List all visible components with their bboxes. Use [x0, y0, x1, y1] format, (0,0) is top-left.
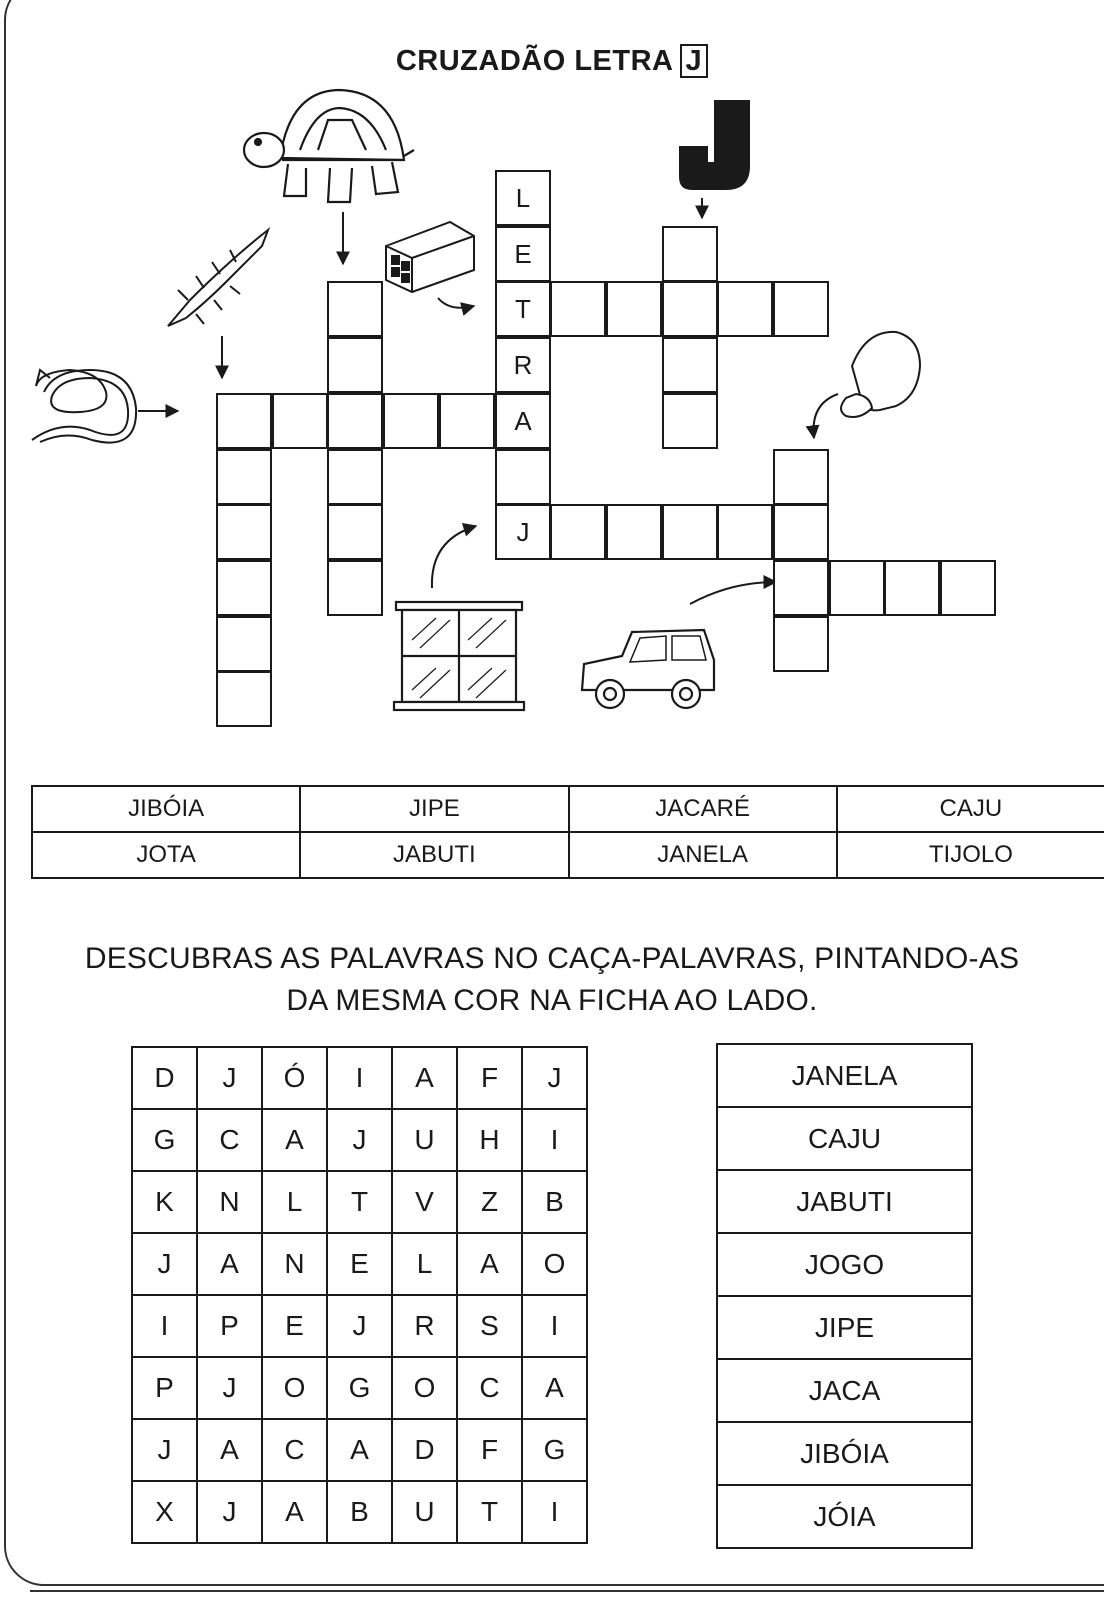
- crossword-cell[interactable]: E: [495, 226, 551, 282]
- crossword-cell[interactable]: [717, 281, 773, 337]
- word-search-letter[interactable]: A: [392, 1047, 457, 1109]
- crossword-cell[interactable]: [662, 504, 718, 560]
- word-search-letter[interactable]: A: [457, 1233, 522, 1295]
- word-search-letter[interactable]: J: [197, 1357, 262, 1419]
- word-list-row: [717, 1107, 972, 1170]
- window-icon: [394, 602, 524, 710]
- crossword-cell[interactable]: [327, 281, 383, 337]
- word-list-row: [717, 1170, 972, 1233]
- word-search-row: [132, 1295, 587, 1357]
- word-search-letter[interactable]: F: [457, 1419, 522, 1481]
- word-search-letter[interactable]: H: [457, 1109, 522, 1171]
- word-search-letter[interactable]: I: [522, 1109, 587, 1171]
- word-search-letter[interactable]: I: [522, 1295, 587, 1357]
- word-bank-cell: JOTA: [32, 832, 300, 878]
- crossword-cell[interactable]: [773, 449, 829, 505]
- word-search-letter[interactable]: U: [392, 1109, 457, 1171]
- word-bank-cell: JIPE: [300, 786, 568, 832]
- bottom-border: [30, 1590, 1104, 1592]
- word-search-letter[interactable]: E: [262, 1295, 327, 1357]
- word-search-letter[interactable]: C: [457, 1357, 522, 1419]
- word-search-letter[interactable]: O: [392, 1357, 457, 1419]
- word-search-letter[interactable]: A: [197, 1233, 262, 1295]
- turtle-icon: [244, 90, 414, 202]
- crossword-cell[interactable]: T: [495, 281, 551, 337]
- crossword-cell[interactable]: [272, 393, 328, 449]
- crossword-cell[interactable]: [327, 337, 383, 393]
- crossword-cell[interactable]: [216, 393, 272, 449]
- word-bank-cell: JACARÉ: [569, 786, 837, 832]
- crossword-cell[interactable]: [216, 504, 272, 560]
- brick-icon: [386, 222, 474, 292]
- word-search-letter[interactable]: B: [327, 1481, 392, 1543]
- word-list-row: [717, 1233, 972, 1296]
- word-search-word-list: [716, 1043, 973, 1549]
- word-search-row: [132, 1109, 587, 1171]
- word-bank-row: [32, 786, 1104, 832]
- word-list-item[interactable]: JÓIA: [717, 1485, 972, 1548]
- word-search-letter[interactable]: T: [457, 1481, 522, 1543]
- word-search-letter[interactable]: L: [262, 1171, 327, 1233]
- word-search-letter[interactable]: N: [262, 1233, 327, 1295]
- word-bank-table: [31, 785, 1104, 879]
- word-search-row: [132, 1357, 587, 1419]
- crossword-cell[interactable]: [439, 393, 495, 449]
- crossword-cell[interactable]: [216, 616, 272, 672]
- word-list-row: [717, 1485, 972, 1548]
- crossword-cell[interactable]: [216, 560, 272, 616]
- word-search-letter[interactable]: X: [132, 1481, 197, 1543]
- word-search-letter[interactable]: V: [392, 1171, 457, 1233]
- word-search-letter[interactable]: T: [327, 1171, 392, 1233]
- word-search-letter[interactable]: J: [522, 1047, 587, 1109]
- word-search-letter[interactable]: E: [327, 1233, 392, 1295]
- alligator-icon: [168, 230, 268, 326]
- word-search-letter[interactable]: A: [262, 1481, 327, 1543]
- crossword-cell[interactable]: [216, 671, 272, 727]
- crossword-cell[interactable]: [662, 281, 718, 337]
- word-list-item[interactable]: JIBÓIA: [717, 1422, 972, 1485]
- crossword-cell[interactable]: L: [495, 170, 551, 226]
- title-letter-box: J: [680, 44, 709, 78]
- word-search-letter[interactable]: I: [132, 1295, 197, 1357]
- crossword-cell[interactable]: [717, 504, 773, 560]
- word-bank-cell: JIBÓIA: [32, 786, 300, 832]
- letter-j-icon: [679, 100, 750, 190]
- word-list-item[interactable]: JABUTI: [717, 1170, 972, 1233]
- word-search-letter[interactable]: N: [197, 1171, 262, 1233]
- word-search-letter[interactable]: G: [132, 1109, 197, 1171]
- word-bank-cell: JABUTI: [300, 832, 568, 878]
- word-search-letter[interactable]: K: [132, 1171, 197, 1233]
- word-search-letter[interactable]: P: [132, 1357, 197, 1419]
- crossword-cell[interactable]: [829, 560, 885, 616]
- snake-icon: [32, 370, 136, 443]
- word-search-letter[interactable]: J: [132, 1419, 197, 1481]
- crossword-cell[interactable]: A: [495, 393, 551, 449]
- crossword-cell[interactable]: [773, 560, 829, 616]
- crossword-cell[interactable]: R: [495, 337, 551, 393]
- word-search-letter[interactable]: Ó: [262, 1047, 327, 1109]
- title-text: CRUZADÃO LETRA: [395, 45, 674, 77]
- word-search-letter[interactable]: G: [327, 1357, 392, 1419]
- word-bank-cell: JANELA: [569, 832, 837, 878]
- crossword-cell[interactable]: [773, 616, 829, 672]
- word-list-row: [717, 1296, 972, 1359]
- word-search-letter[interactable]: L: [392, 1233, 457, 1295]
- word-search-letter[interactable]: I: [522, 1481, 587, 1543]
- crossword-cell[interactable]: [550, 281, 606, 337]
- crossword-cell[interactable]: [606, 281, 662, 337]
- jeep-icon: [582, 630, 714, 708]
- word-list-item[interactable]: JACA: [717, 1359, 972, 1422]
- crossword-cell[interactable]: [662, 337, 718, 393]
- word-search-row: [132, 1171, 587, 1233]
- word-bank-row: [32, 832, 1104, 878]
- word-search-letter[interactable]: J: [327, 1109, 392, 1171]
- crossword-cell[interactable]: [550, 504, 606, 560]
- crossword-cell[interactable]: [662, 393, 718, 449]
- word-search-row: [132, 1481, 587, 1543]
- word-search-letter[interactable]: I: [327, 1047, 392, 1109]
- crossword-cell[interactable]: [383, 393, 439, 449]
- word-search-letter[interactable]: S: [457, 1295, 522, 1357]
- word-list-item[interactable]: JOGO: [717, 1233, 972, 1296]
- word-search-letter[interactable]: C: [197, 1109, 262, 1171]
- crossword-cell[interactable]: [884, 560, 940, 616]
- word-search-letter[interactable]: P: [197, 1295, 262, 1357]
- crossword-cell[interactable]: [327, 560, 383, 616]
- word-bank-cell: CAJU: [837, 786, 1104, 832]
- word-search-letter[interactable]: F: [457, 1047, 522, 1109]
- word-search-letter[interactable]: Z: [457, 1171, 522, 1233]
- word-list-row: [717, 1422, 972, 1485]
- word-search-letter[interactable]: J: [327, 1295, 392, 1357]
- word-search-letter[interactable]: A: [197, 1419, 262, 1481]
- instruction-text: [0, 938, 1104, 1022]
- crossword-cell[interactable]: [662, 226, 718, 282]
- word-search-row: [132, 1419, 587, 1481]
- word-search-grid: [131, 1046, 588, 1544]
- word-search-letter[interactable]: A: [262, 1109, 327, 1171]
- crossword-cell[interactable]: [327, 393, 383, 449]
- word-list-row: [717, 1044, 972, 1107]
- crossword-cell[interactable]: [940, 560, 996, 616]
- word-search-letter[interactable]: R: [392, 1295, 457, 1357]
- word-search-letter[interactable]: O: [262, 1357, 327, 1419]
- crossword-cell[interactable]: [327, 504, 383, 560]
- cashew-icon: [841, 332, 920, 417]
- word-search-letter[interactable]: O: [522, 1233, 587, 1295]
- instruction-line-1: DESCUBRAS AS PALAVRAS NO CAÇA-PALAVRAS, PINTANDO-AS: [84, 942, 1020, 975]
- crossword-cell[interactable]: [216, 449, 272, 505]
- word-search-row: [132, 1233, 587, 1295]
- word-list-row: [717, 1359, 972, 1422]
- word-search-letter[interactable]: J: [197, 1481, 262, 1543]
- crossword-cell[interactable]: [773, 504, 829, 560]
- word-search-letter[interactable]: D: [132, 1047, 197, 1109]
- word-search-letter[interactable]: B: [522, 1171, 587, 1233]
- word-search-letter[interactable]: A: [522, 1357, 587, 1419]
- crossword-cell[interactable]: [773, 281, 829, 337]
- word-search-letter[interactable]: C: [262, 1419, 327, 1481]
- crossword-cell[interactable]: [606, 504, 662, 560]
- word-search-letter[interactable]: J: [197, 1047, 262, 1109]
- instruction-line-2: DA MESMA COR NA FICHA AO LADO.: [286, 984, 818, 1017]
- word-list-item[interactable]: JANELA: [717, 1044, 972, 1107]
- word-search-letter[interactable]: G: [522, 1419, 587, 1481]
- word-search-letter[interactable]: J: [132, 1233, 197, 1295]
- word-search-letter[interactable]: U: [392, 1481, 457, 1543]
- crossword-cell[interactable]: J: [495, 504, 551, 560]
- word-bank-cell: TIJOLO: [837, 832, 1104, 878]
- word-list-item[interactable]: CAJU: [717, 1107, 972, 1170]
- word-search-row: [132, 1047, 587, 1109]
- word-search-letter[interactable]: D: [392, 1419, 457, 1481]
- word-search-letter[interactable]: A: [327, 1419, 392, 1481]
- crossword-cell[interactable]: [495, 449, 551, 505]
- word-list-item[interactable]: JIPE: [717, 1296, 972, 1359]
- crossword-cell[interactable]: [327, 449, 383, 505]
